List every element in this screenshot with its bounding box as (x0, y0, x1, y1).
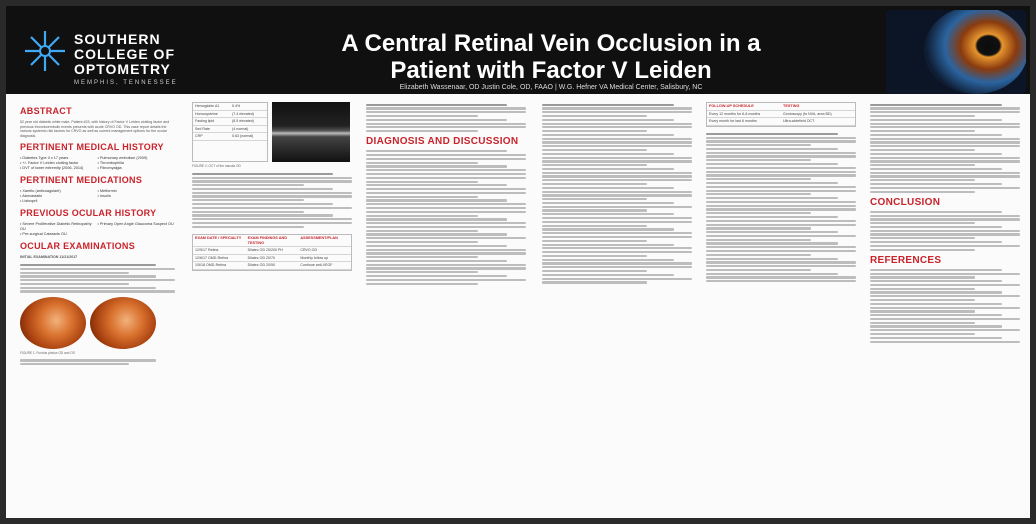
table-row (193, 103, 267, 111)
table-cell: Hemoglobin A1 (195, 104, 220, 108)
title-line-1: A Central Retinal Vein Occlusion in a (341, 30, 761, 57)
table-row (193, 126, 267, 134)
table-cell: 1/5/18 OMD-Retina (195, 263, 226, 268)
table-cell: Every month for last 6 months (709, 119, 757, 124)
column-3 (366, 102, 526, 286)
table-header-row (193, 235, 351, 247)
list-item: • Lisinopril (20, 199, 98, 204)
school-line-3: OPTOMETRY (74, 61, 171, 77)
list-item: • Thrombophilia (98, 161, 176, 166)
table-cell: Dilatec OD 20/50 (247, 263, 276, 268)
authors-line: Elizabeth Wassenaar, OD Justin Cole, OD, FAAO | W.G. Hefner VA Medical Center, Salisbury, NC (399, 84, 703, 91)
table-cell: Every 12 months for 6-8 months (709, 111, 761, 116)
lab-and-oct (192, 102, 352, 162)
table-header: ASSESSMENT/PLAN (300, 235, 338, 240)
pmh-heading: PERTINENT MEDICAL HISTORY (20, 142, 164, 153)
table-cell: CRVO OD (300, 248, 318, 253)
conclusion-heading: CONCLUSION (870, 196, 941, 208)
list-item: • Atorvastatin (20, 194, 98, 199)
title-line-2: Patient with Factor V Leiden (390, 57, 712, 84)
figure-2-caption: FIGURE 2: OCT of the macula OD (192, 164, 241, 168)
table-header-row (707, 103, 855, 111)
table-row (193, 111, 267, 119)
column-4 (542, 102, 692, 285)
table-cell: Dilatec OD 20/70 (247, 255, 276, 260)
exam-table (192, 234, 352, 271)
diagnosis-heading: DIAGNOSIS AND DISCUSSION (366, 136, 519, 148)
table-cell: 12/6/17 OMD-Retina (195, 255, 228, 260)
list-item: • Primary Open Angle Glaucoma Suspect OU (98, 222, 176, 232)
table-row (193, 262, 351, 270)
list-item: • Pulmonary embolism (2009) (98, 156, 176, 161)
table-cell: 12/5/17 Retina (195, 248, 219, 253)
school-logo-icon (20, 26, 70, 76)
references-heading: REFERENCES (870, 254, 942, 266)
list-item: • DVT of lower extremity (2006, 2014) (20, 166, 98, 171)
exam-text-block (20, 264, 175, 293)
table-header: TESTING (783, 104, 800, 108)
table-cell: Homocysteine (195, 111, 218, 116)
discussion-text (542, 104, 692, 284)
poster-header (6, 6, 1030, 94)
table-header: EXAM DATE / SPECIALTY (195, 235, 242, 240)
exams-heading: OCULAR EXAMINATIONS (20, 241, 136, 252)
school-line-1: SOUTHERN (74, 31, 161, 47)
fundus-photo-od (20, 297, 86, 349)
poh-list (20, 222, 175, 237)
table-cell: Dilatec OD 20/200 PH (247, 248, 284, 253)
lab-table (192, 102, 268, 162)
table-cell: CRP (195, 134, 203, 139)
table-row (707, 118, 855, 126)
meds-list (20, 189, 175, 204)
table-header: EXAM FINDINGS AND TESTING (247, 235, 287, 245)
column-6 (870, 102, 1020, 344)
abstract-text: 52 year old diabetic white male, Patient #23, with history of Factor V Leiden clotting factor and previous thromboembolic events presents with acute CRVO OD. This case report details the various systemic risk factors for CRVO as well as current management options for the ocular diagnosis. (20, 120, 170, 138)
table-cell: Continue anti-VEGF (300, 263, 333, 268)
meds-heading: PERTINENT MEDICATIONS (20, 175, 143, 186)
table-cell: Sed Rate (195, 126, 210, 131)
table-cell: (4 normal) (232, 126, 249, 131)
school-line-2: COLLEGE OF (74, 46, 175, 62)
table-row (193, 118, 267, 126)
fundus-figure (20, 297, 175, 349)
assessment-text (192, 173, 352, 228)
column-5 (706, 102, 856, 284)
conclusion-text (870, 211, 1020, 251)
followup-table (706, 102, 856, 127)
list-item: • Xarelto (anticoagulant) (20, 189, 98, 194)
list-item: • Diabetes Type II x 17 years (20, 156, 98, 161)
oct-scan-image (272, 102, 350, 162)
fundus-photo-os (90, 297, 156, 349)
list-item: • Metformin (98, 189, 176, 194)
poster (6, 6, 1030, 518)
list-item: • Severe Proliferative Diabetic Retinopathy OU (20, 222, 98, 232)
table-row (193, 247, 351, 255)
table-cell: 5.4% (232, 104, 241, 108)
table-row (707, 111, 855, 119)
eye-image (886, 10, 1026, 94)
diagnosis-intro-text (366, 104, 526, 133)
exam-initial-label: INITIAL EXAMINATION 11/21/2017 (20, 255, 78, 260)
table-cell: Gonioscopy (fo NVA, area BD) (783, 111, 832, 116)
table-header: FOLLOW-UP SCHEDULE (709, 104, 754, 108)
poh-heading: PREVIOUS OCULAR HISTORY (20, 208, 157, 219)
list-item: • Fibromyalgia (98, 166, 176, 171)
list-item: • Pre-surgical Cataracts OU (20, 232, 98, 237)
diagnosis-text (366, 150, 526, 285)
abstract-heading: ABSTRACT (20, 106, 72, 116)
figure-1-caption: FIGURE 1: Fundus photos OD and OS (20, 350, 75, 355)
references-list (870, 269, 1020, 343)
table-row (193, 133, 267, 141)
treatment-text (706, 133, 856, 283)
table-cell: Monthly follow up (300, 255, 329, 260)
pmh-list (20, 156, 175, 171)
list-item: • +/- Factor V Leiden clotting factor (20, 161, 98, 166)
table-cell: (7.4 elevated) (232, 111, 254, 116)
column-1 (20, 102, 175, 367)
column-2 (192, 102, 352, 271)
list-item: • Insulin (98, 194, 176, 199)
school-city: MEMPHIS, TENNESSEE (74, 80, 178, 86)
col6-intro-text (870, 104, 1020, 193)
table-cell: (8.5 elevated) (232, 119, 254, 124)
table-row (193, 255, 351, 263)
table-cell: Ultra-widefield OCT (783, 119, 815, 124)
table-cell: Fasting lipid (195, 119, 215, 124)
school-name (74, 32, 178, 86)
poster-title (246, 30, 856, 84)
table-cell: 0.63 (normal) (232, 134, 254, 139)
